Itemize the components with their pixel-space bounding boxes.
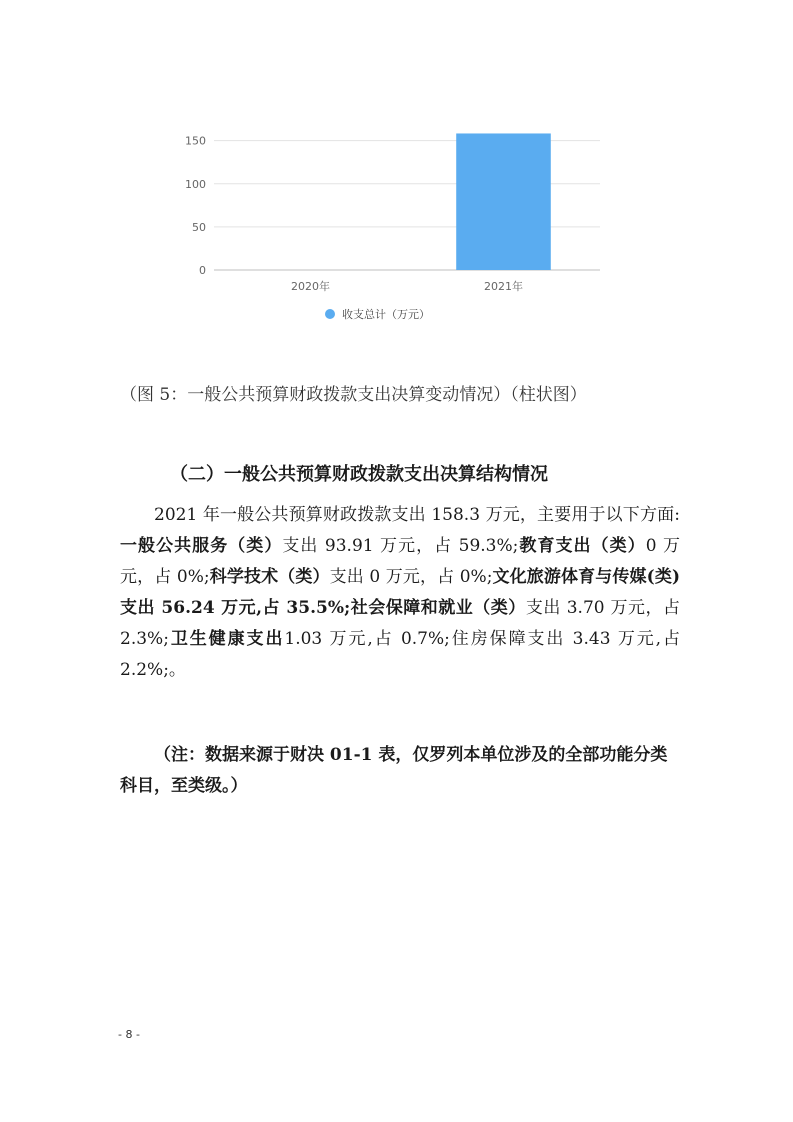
x-tick-label: 2020年 — [291, 280, 330, 293]
y-tick-label: 0 — [199, 264, 206, 277]
bar-chart — [170, 120, 610, 340]
y-axis — [185, 135, 206, 277]
section-heading: （二）一般公共预算财政拨款支出决算结构情况 — [170, 464, 548, 485]
y-tick-label: 100 — [185, 177, 206, 191]
chart-bars — [456, 133, 551, 270]
item-general-services-text: 支出 93.91 万元，占 59.3%; — [282, 536, 519, 556]
chart-legend — [325, 307, 430, 321]
item-general-services-label: 一般公共服务（类） — [120, 536, 283, 556]
item-social-security-label: 社会保障和就业（类） — [350, 598, 526, 618]
data-source-note: （注：数据来源于财决 01-1 表，仅罗列本单位涉及的全部功能分类科目，至类级。） — [120, 745, 668, 796]
y-tick-label: 150 — [185, 134, 206, 148]
y-tick-label: 50 — [192, 220, 206, 234]
item-health-label: 卫生健康支出 — [168, 629, 285, 649]
x-tick-label: 2021年 — [484, 280, 523, 293]
item-science-text: 支出 0 万元，占 0%; — [329, 567, 493, 587]
legend-label: 收支总计（万元） — [342, 308, 430, 321]
item-education-text: 0 万元，占 0%; — [120, 536, 680, 587]
page-number: - 8 - — [118, 1028, 140, 1041]
legend-swatch — [325, 309, 335, 319]
bar — [456, 133, 551, 270]
item-social-security-text: 支出 3.70 万元，占 2.3%; — [120, 598, 680, 649]
item-education-label: 教育支出（类） — [518, 536, 646, 556]
intro-text: 2021 年一般公共预算财政拨款支出 158.3 万元，主要用于以下方面: — [154, 505, 680, 525]
item-health-housing-text: 1.03 万元,占 0.7%;住房保障支出 3.43 万元,占 2.2%;。 — [120, 629, 680, 680]
figure-caption: （图 5：一般公共预算财政拨款支出决算变动情况）（柱状图） — [120, 385, 587, 405]
item-culture-text: 文化旅游体育与传媒(类)支出 56.24 万元,占 35.5%; — [120, 567, 681, 618]
item-science-label: 科学技术（类） — [209, 567, 330, 587]
body-paragraph — [120, 500, 680, 686]
x-axis — [291, 279, 523, 293]
